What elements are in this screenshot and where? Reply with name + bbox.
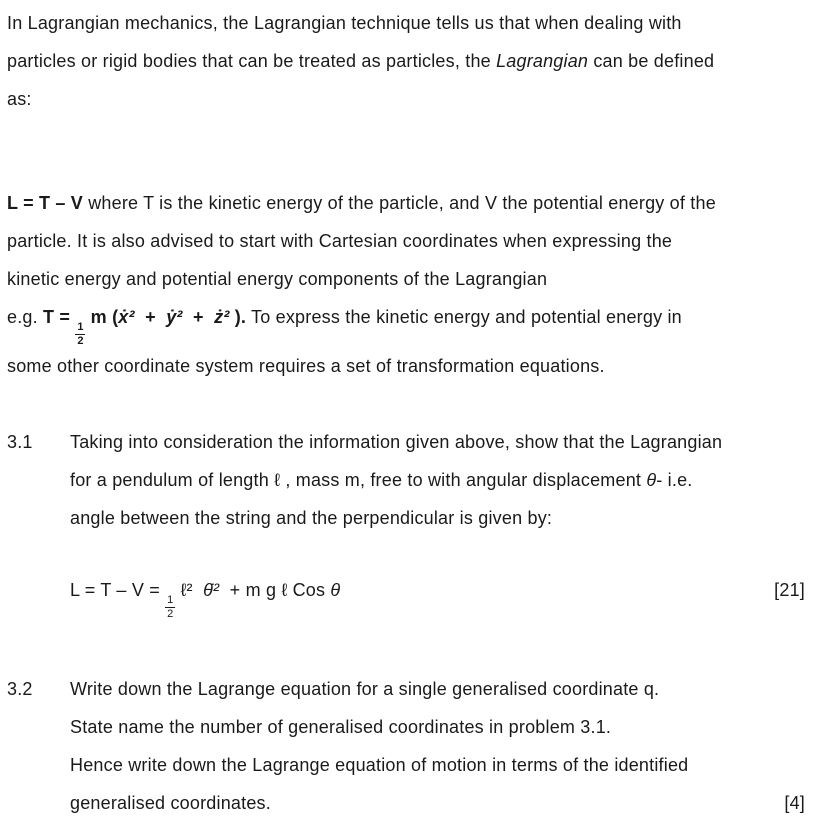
text-run: Hence write down the Lagrange equation of motion in terms of the identified — [70, 755, 689, 775]
text-line — [7, 42, 805, 80]
pendulum-lagrangian-equation-line — [70, 571, 805, 620]
question-number: 3.2 — [7, 679, 33, 699]
fraction-denominator: 2 — [77, 335, 84, 347]
text-run: - i.e. — [656, 470, 693, 490]
text-line-with-marks — [70, 784, 805, 822]
text-line — [70, 746, 805, 784]
text-run: kinetic energy and potential energy components of the Lagrangian — [7, 269, 548, 289]
text-line — [70, 461, 805, 499]
text-run: where T is the kinetic energy of the particle, and V the potential energy of the — [83, 193, 716, 213]
math-run: m ( — [85, 307, 119, 327]
math-run: L = T – V = — [70, 580, 166, 600]
text-run: some other coordinate system requires a set of transformation equations. — [7, 356, 605, 376]
text-run: e.g. — [7, 307, 44, 327]
math-ydot-squared: ẏ² — [166, 307, 183, 327]
marks-badge: [4] — [784, 793, 805, 813]
pendulum-lagrangian-equation — [70, 571, 340, 620]
math-zdot-squared: ż² — [214, 307, 230, 327]
question-body — [70, 670, 805, 822]
math-run: ). — [229, 307, 247, 327]
math-theta: θ — [330, 580, 341, 600]
math-run: T = — [43, 307, 76, 327]
text-run: To express the kinetic energy and potential energy in — [246, 307, 682, 327]
fraction-numerator: 1 — [77, 321, 84, 333]
text-run: angle between the string and the perpendicular is given by: — [70, 508, 553, 528]
math-theta: θ — [646, 470, 657, 490]
math-run: + — [134, 307, 167, 327]
question-3-1 — [7, 423, 805, 620]
text-run: generalised coordinates. — [70, 793, 271, 813]
text-line — [7, 347, 805, 385]
text-run: Taking into consideration the information given above, show that the Lagrangian — [70, 432, 723, 452]
text-line — [70, 499, 805, 537]
text-run: Write down the Lagrange equation for a single generalised coordinate q. — [70, 679, 660, 699]
math-run: + — [182, 307, 215, 327]
intro-paragraph — [7, 4, 805, 118]
text-line — [70, 423, 805, 461]
definition-paragraph — [7, 184, 805, 385]
text-run: In Lagrangian mechanics, the Lagrangian technique tells us that when dealing with — [7, 13, 682, 33]
math-theta-dot-squared: θ̇² — [203, 580, 220, 600]
text-run: particle. It is also advised to start with Cartesian coordinates when expressing the — [7, 231, 673, 251]
text-run: can be defined — [588, 51, 715, 71]
text-run: for a pendulum of length ℓ , mass m, free to with angular displacement — [70, 470, 647, 490]
text-line — [7, 184, 805, 222]
question-number: 3.1 — [7, 432, 33, 452]
text-run: particles or rigid bodies that can be treated as particles, the — [7, 51, 497, 71]
marks-badge: [21] — [774, 580, 805, 600]
text-line — [7, 222, 805, 260]
question-3-2 — [7, 670, 805, 822]
text-line — [70, 670, 805, 708]
italic-term-lagrangian: Lagrangian — [496, 51, 589, 71]
math-xdot-squared: ẋ² — [118, 307, 135, 327]
math-run: + m g ℓ Cos — [219, 580, 331, 600]
text-line — [70, 708, 805, 746]
lagrangian-definition: L = T – V — [7, 193, 83, 213]
text-line — [7, 80, 805, 118]
text-line — [7, 4, 805, 42]
fraction-one-half — [75, 322, 85, 347]
fraction-denominator: 2 — [167, 608, 174, 620]
text-run: State name the number of generalised coordinates in problem 3.1. — [70, 717, 612, 737]
text-run: as: — [7, 89, 32, 109]
text-line — [7, 260, 805, 298]
fraction-one-half — [165, 595, 175, 620]
math-length-squared: ℓ² — [175, 580, 204, 600]
kinetic-energy-formula-line — [7, 298, 805, 347]
question-body — [70, 423, 805, 620]
fraction-numerator: 1 — [167, 594, 174, 606]
